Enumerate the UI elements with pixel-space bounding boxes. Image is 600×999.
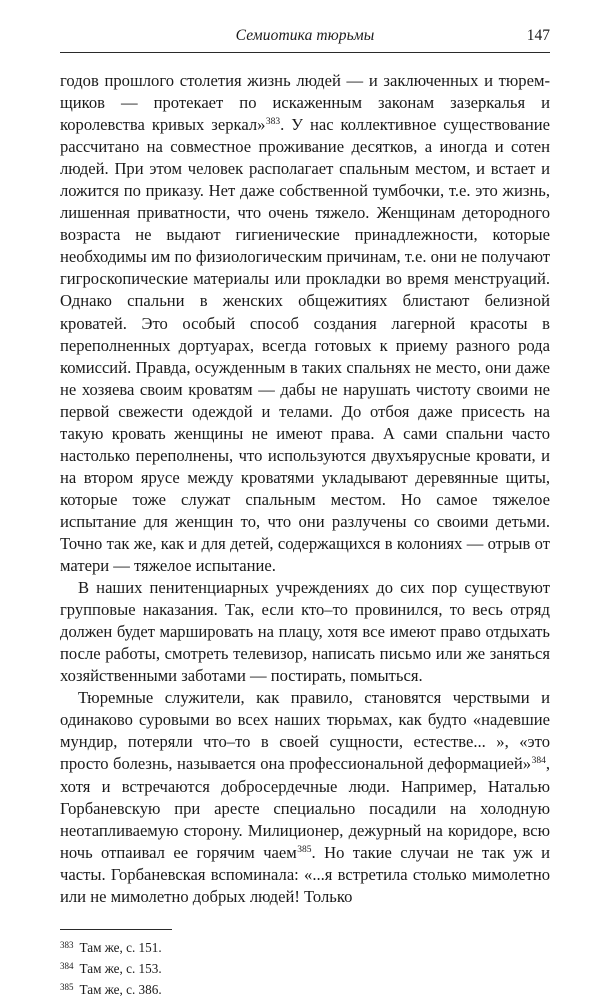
paragraph-2 [60,577,550,687]
footnote-ref-385: 385 [297,844,312,855]
paragraph-1-text-b: . У нас коллективное существование рассчитано на совместное проживание десятков, а иногда и сотен людей. При этом человек располагает спальным местом, и встает и ложится по приказу. Нет даже собственной тумбочки, т.е. это жизнь, лишенная приватности, что очень тяжело. Женщинам детородного возраста не выдают гигиенические принадлежности, которые необходимы им по физиологическим причинам, т.е. они не получают гигроскопические материалы или прокладки во время менструаций. Однако спальни в женских общежитиях блистают белизной кроватей. Это особый способ создания лагерной красоты в переполненных дортуарах, всегда готовых к приему разного рода комиссий. Правда, осужденным в таких спальнях не место, они даже не хозяева своим кроватям — дабы не нарушать чистоту своими не первой свежести одеждой и телами. До отбоя даже присесть на такую кровать женщины не имеют права. А сами спальни часто настолько переполнены, что используются двухъярусные кровати, и на втором ярусе между кроватями укладывают деревянные щиты, которые тоже служат спальным местом. Но самое тяжелое испытание для женщин то, что они разлучены со своими детьми. Точно так же, как и для детей, содержащихся в колониях — отрыв от матери — тяжелое испытание. [60,115,551,576]
footnote-item [60,936,550,957]
paragraph-1-text-a: годов прошлого столетия жизнь людей — и заключенных и тюремщиков — протекает по искаженным законам зазеркалья и королевства кривых зеркал» [60,71,550,135]
footnote-text: Там же, с. 153. [79,960,162,976]
footnote-separator [60,929,172,930]
footnote-number: 385 [60,981,74,992]
footnote-text: Там же, с. 386. [79,981,162,997]
paragraph-2-text: В наших пенитенциарных учреждениях до сих пор существуют групповые наказания. Так, если кто–то провинился, то весь отряд должен будет маршировать на плацу, хотя все имеют право отдыхать после работы, смотреть телевизор, написать письмо или же заняться хозяйственными заботами — постирать, помыться. [60,578,550,686]
footnote-number: 384 [60,960,74,971]
footnote-text: Там же, с. 151. [79,939,162,955]
header-rule [60,52,550,53]
footnote-ref-383: 383 [265,117,281,128]
footnotes [60,936,550,999]
page-header [60,22,550,50]
paragraph-3-text-c: . Но такие случаи не так уж и часты. Горбаневская вспоминала: «...я встретила столько мимолетно или не мимолетно добрых людей! Только [60,842,550,906]
body-text [60,70,550,908]
paragraph-3-text-b: , хотя и встречаются добросердечные люди. Например, Наталью Горбаневскую при аресте специально посадили на холодную неотапливаемую сторону. Милиционер, дежурный на коридоре, всю ночь отпаивал ее горячим чаем [60,754,550,862]
book-page [60,22,550,999]
footnote-ref-384: 384 [531,756,546,767]
footnote-number: 383 [60,939,74,950]
running-title: Семиотика тюрьмы [235,27,375,44]
page-number: 147 [526,27,550,44]
paragraph-1 [60,70,550,577]
footnote-item [60,978,550,999]
paragraph-3-text-a: Тюремные служители, как правило, становятся черствыми и одинаково суровыми во всех наших тюрьмах, как будто «надевшие мундир, потеряли что–то в своей сущности, естестве... », «это просто болезнь, называется она профессиональной деформацией» [60,688,550,774]
footnote-item [60,957,550,978]
paragraph-3 [60,687,550,907]
